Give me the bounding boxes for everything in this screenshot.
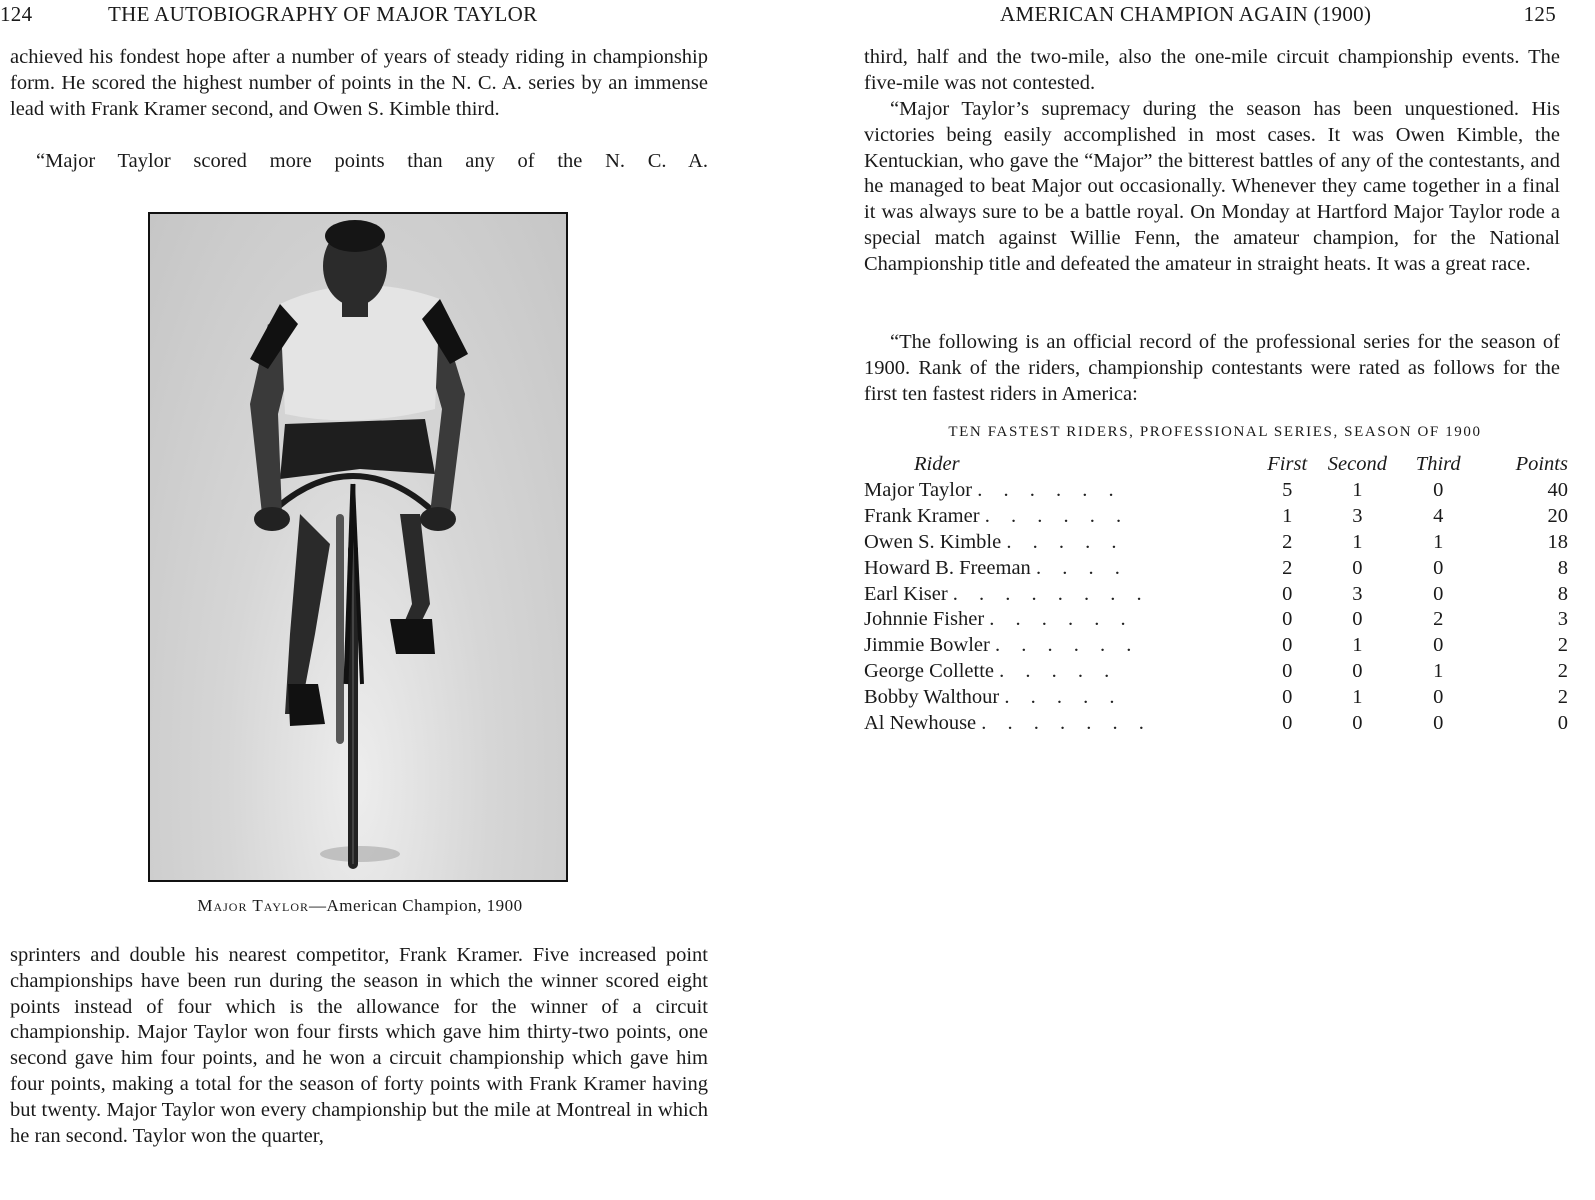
first-count: 0 [1282,686,1293,709]
table-row [864,659,1570,685]
table-row [864,582,1570,608]
table-row [864,556,1570,582]
rider-name: Owen S. Kimble [864,530,1002,553]
rider-name: Frank Kramer [864,504,980,527]
table-row [864,633,1570,659]
points-total: 20 [1547,504,1568,527]
caption-rest: —American Champion, 1900 [309,896,523,915]
left-page [0,0,720,1200]
third-count: 0 [1433,556,1444,579]
right-paragraph-2: “Major Taylor’s supremacy during the season has been unquestioned. His victories being easily accomplished in most cases. It was Owen Kimble, the Kentuckian, who gave the “Major” the bitterest battles of any of the contestants, and he managed to beat Major out occasionally. Whenever they came together in a final it was always sure to be a battle royal. On Monday at Hartford Major Taylor rode a special match against Willie Fenn, the amateur champion, for the National Championship title and defeated the amateur in straight heats. It was a great race. [864,98,1560,275]
left-continuation-paragraph: sprinters and double his nearest competitor, Frank Kramer. Five increased point championships have been run during the season in which the winner scored eight points instead of four which is the allowance for the winner of a circuit championship. Major Taylor won four firsts which gave him thirty-two points, one second gave him four points, and he won a circuit championship which gave him four points, making a total for the season of forty points with Frank Kramer having but twenty. Major Taylor won every championship but the mile at Montreal in which he ran second. Taylor won the quarter, [10,944,708,1147]
header-third: Third [1415,453,1461,475]
left-running-title: THE AUTOBIOGRAPHY OF MAJOR TAYLOR [108,2,538,26]
header-first: First [1267,453,1308,475]
rider-name: Johnnie Fisher [864,608,985,631]
leader-dots: . . . . . . . [981,712,1152,735]
riders-table [864,452,1570,737]
right-running-head [860,2,1570,26]
rider-name: Bobby Walthour [864,686,1000,709]
table-row [864,530,1570,556]
photo-caption [0,896,720,916]
left-paragraph-1: achieved his fondest hope after a number of years of steady riding in championship form. He scored the highest number of points in the N. C. A. series by an immense lead with Frank Kramer second, and Owen S. Kimble third. [10,46,708,120]
rider-name: Major Taylor [864,478,973,501]
rider-name: Jimmie Bowler [864,634,990,657]
table-row [864,607,1570,633]
second-count: 1 [1352,530,1363,553]
second-count: 0 [1352,608,1363,631]
first-count: 2 [1282,530,1293,553]
first-count: 0 [1282,712,1293,735]
table-row [864,478,1570,504]
rider-name: Al Newhouse [864,712,977,735]
points-total: 2 [1557,686,1568,709]
first-count: 0 [1282,634,1293,657]
leader-dots: . . . . . . [977,478,1122,501]
first-count: 2 [1282,556,1293,579]
points-total: 0 [1557,712,1568,735]
points-total: 3 [1557,608,1568,631]
table-row [864,685,1570,711]
third-count: 0 [1433,582,1444,605]
left-paragraph-2: “Major Taylor scored more points than any of the N. C. A. [36,150,708,172]
first-count: 0 [1282,582,1293,605]
points-total: 18 [1547,530,1568,553]
second-count: 1 [1352,478,1363,501]
points-total: 2 [1557,634,1568,657]
third-count: 1 [1433,530,1444,553]
right-page [860,0,1570,1200]
leader-dots: . . . . . . [989,608,1134,631]
leader-dots: . . . . . [1006,530,1125,553]
first-count: 0 [1282,660,1293,683]
right-running-title: AMERICAN CHAMPION AGAIN (1900) [1000,2,1372,26]
third-count: 0 [1433,686,1444,709]
third-count: 0 [1433,478,1444,501]
second-count: 0 [1352,712,1363,735]
leader-dots: . . . . . [1004,686,1123,709]
second-count: 0 [1352,660,1363,683]
left-running-head [0,2,720,26]
third-count: 0 [1433,634,1444,657]
table-row [864,711,1570,737]
header-rider: Rider [914,453,960,475]
leader-dots: . . . . . . . . [952,582,1150,605]
cyclist-illustration [150,214,566,880]
table-header-row [864,452,1570,478]
second-count: 1 [1352,634,1363,657]
rider-name: Earl Kiser [864,582,948,605]
first-count: 5 [1282,478,1293,501]
right-paragraph-3: “The following is an official record of the professional series for the season of 1900. Rank of the riders, championship contestants were rated as follows for the first ten fastest riders in America: [864,331,1560,405]
leader-dots: . . . . . [999,660,1118,683]
header-points: Points [1515,453,1568,475]
second-count: 0 [1352,556,1363,579]
right-page-number: 125 [1523,2,1556,26]
third-count: 2 [1433,608,1444,631]
table-title: TEN FASTEST RIDERS, PROFESSIONAL SERIES, SEASON OF 1900 [948,424,1482,440]
points-total: 8 [1557,582,1568,605]
left-page-number: 124 [0,2,33,26]
third-count: 4 [1433,504,1444,527]
rider-name: George Collette [864,660,994,683]
second-count: 3 [1352,504,1363,527]
cyclist-photo [148,212,568,882]
first-count: 0 [1282,608,1293,631]
second-count: 3 [1352,582,1363,605]
third-count: 0 [1433,712,1444,735]
leader-dots: . . . . [1035,556,1128,579]
second-count: 1 [1352,686,1363,709]
leader-dots: . . . . . . [994,634,1140,657]
caption-name: Major Taylor [197,896,310,915]
leader-dots: . . . . . . [984,504,1130,527]
points-total: 2 [1557,660,1568,683]
points-total: 40 [1547,478,1568,501]
points-total: 8 [1557,556,1568,579]
table-row [864,504,1570,530]
header-second: Second [1327,453,1387,475]
right-paragraph-1: third, half and the two-mile, also the one-mile circuit championship events. The five-mile was not contested. [864,46,1560,94]
third-count: 1 [1433,660,1444,683]
first-count: 1 [1282,504,1293,527]
rider-name: Howard B. Freeman [864,556,1031,579]
